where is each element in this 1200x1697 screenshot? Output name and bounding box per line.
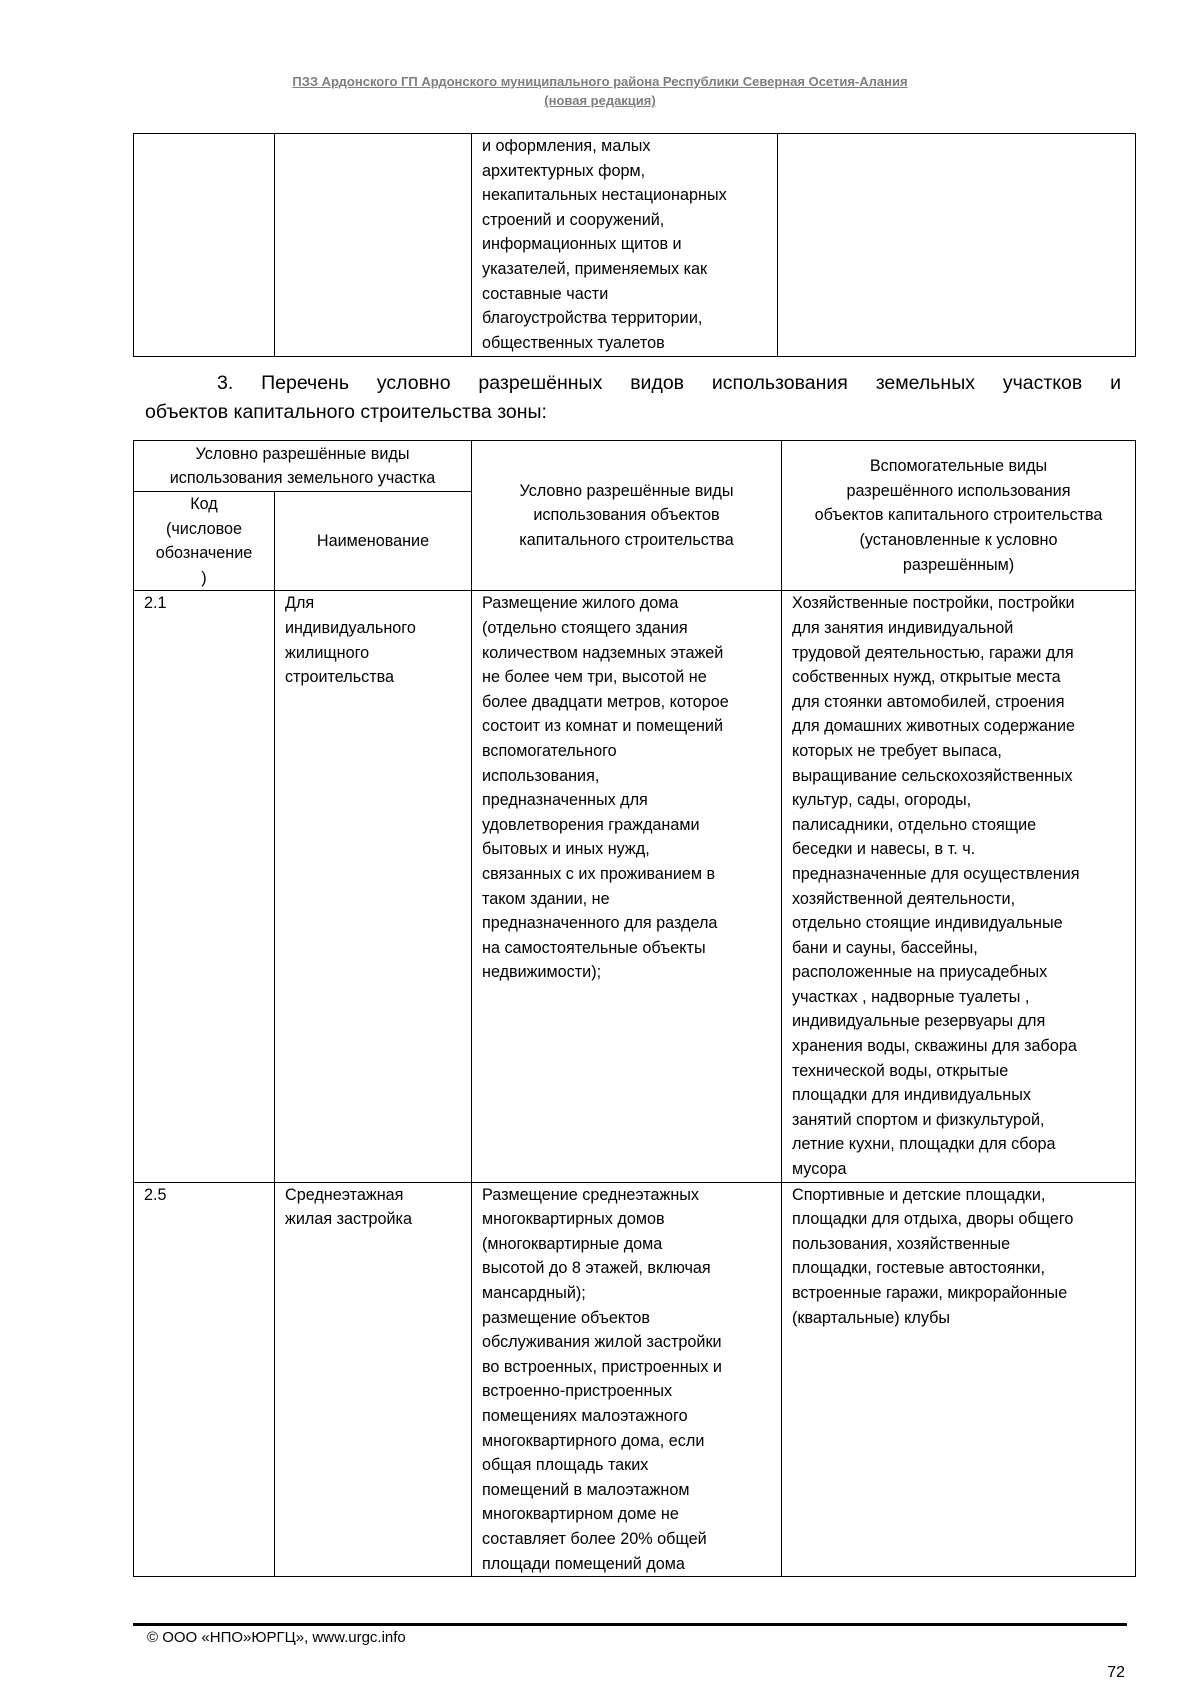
footer-copyright: © ООО «НПО»ЮРГЦ», www.urgc.info	[147, 1629, 406, 1646]
header-capital-objects: Условно разрешённые виды использования объектов капитального строительства	[472, 441, 782, 591]
page-number: 72	[1107, 1664, 1125, 1681]
table-cell	[472, 134, 778, 357]
header-land-use-group: Условно разрешённые виды использования земельного участка	[134, 441, 472, 492]
conditional-uses-table	[133, 440, 1136, 1577]
header-auxiliary: Вспомогательные виды разрешённого использования объектов капитального строительства (установленные к условно разрешённым)	[782, 441, 1136, 591]
table-row	[134, 134, 1136, 357]
section-title	[145, 369, 1121, 427]
cell-code: 2.1	[134, 591, 275, 1182]
table-cell	[275, 134, 472, 357]
header-code: Код (числовое обозначение )	[134, 492, 275, 591]
section-title-line2: объектов капитального строительства зоны:	[145, 401, 547, 423]
header-name: Наименование	[275, 492, 472, 591]
page-header	[0, 72, 1200, 110]
cell-capital: Размещение среднеэтажных многоквартирных домов (многоквартирные дома высотой до 8 этажей, включая мансардный); размещение объектов обслуживания жилой застройки во встроенных, пристроенных и встроенно-пристроенных помещениях малоэтажного многоквартирного дома, если общая площадь таких помещений в малоэтажном многоквартирном доме не составляет более 20% общей площади помещений дома	[472, 1182, 782, 1577]
table-header-row	[134, 441, 1136, 492]
cell-text: и оформления, малых архитектурных форм, некапитальных нестационарных строений и сооружений, информационных щитов и указателей, применяемых как составные части благоустройства территории, общественных туалетов	[482, 137, 727, 352]
cell-code: 2.5	[134, 1182, 275, 1577]
cell-name: Для индивидуального жилищного строительства	[275, 591, 472, 1182]
table-row	[134, 591, 1136, 1182]
footer-divider	[133, 1623, 1127, 1626]
cell-auxiliary: Хозяйственные постройки, постройки для занятия индивидуальной трудовой деятельностью, гаражи для собственных нужд, открытые места для стоянки автомобилей, строения для домашних животных содержание которых не требует выпаса, выращивание сельскохозяйственных культур, сады, огороды, палисадники, отдельно стоящие беседки и навесы, в т. ч. предназначенные для осуществления хозяйственной деятельности, отдельно стоящие индивидуальные бани и сауны, бассейны, расположенные на приусадебных участках , надворные туалеты , индивидуальные резервуары для хранения воды, скважины для забора технической воды, открытые площадки для индивидуальных занятий спортом и физкультурой, летние кухни, площадки для сбора мусора	[782, 591, 1136, 1182]
header-title: ПЗЗ Ардонского ГП Ардонского муниципального района Республики Северная Осетия-Алания	[292, 74, 908, 89]
section-title-line1: 3. Перечень условно разрешённых видов использования земельных участков и	[217, 372, 1121, 394]
continuation-table	[133, 133, 1136, 357]
header-subtitle: (новая редакция)	[544, 93, 656, 108]
cell-capital: Размещение жилого дома (отдельно стоящего здания количеством надземных этажей не более чем три, высотой не более двадцати метров, которое состоит из комнат и помещений вспомогательного использования, предназначенных для удовлетворения гражданами бытовых и иных нужд, связанных с их проживанием в таком здании, не предназначенного для раздела на самостоятельные объекты недвижимости);	[472, 591, 782, 1182]
table-cell	[778, 134, 1136, 357]
table-cell	[134, 134, 275, 357]
cell-name: Среднеэтажная жилая застройка	[275, 1182, 472, 1577]
cell-auxiliary: Спортивные и детские площадки, площадки для отдыха, дворы общего пользования, хозяйственные площадки, гостевые автостоянки, встроенные гаражи, микрорайонные (квартальные) клубы	[782, 1182, 1136, 1577]
table-row	[134, 1182, 1136, 1577]
